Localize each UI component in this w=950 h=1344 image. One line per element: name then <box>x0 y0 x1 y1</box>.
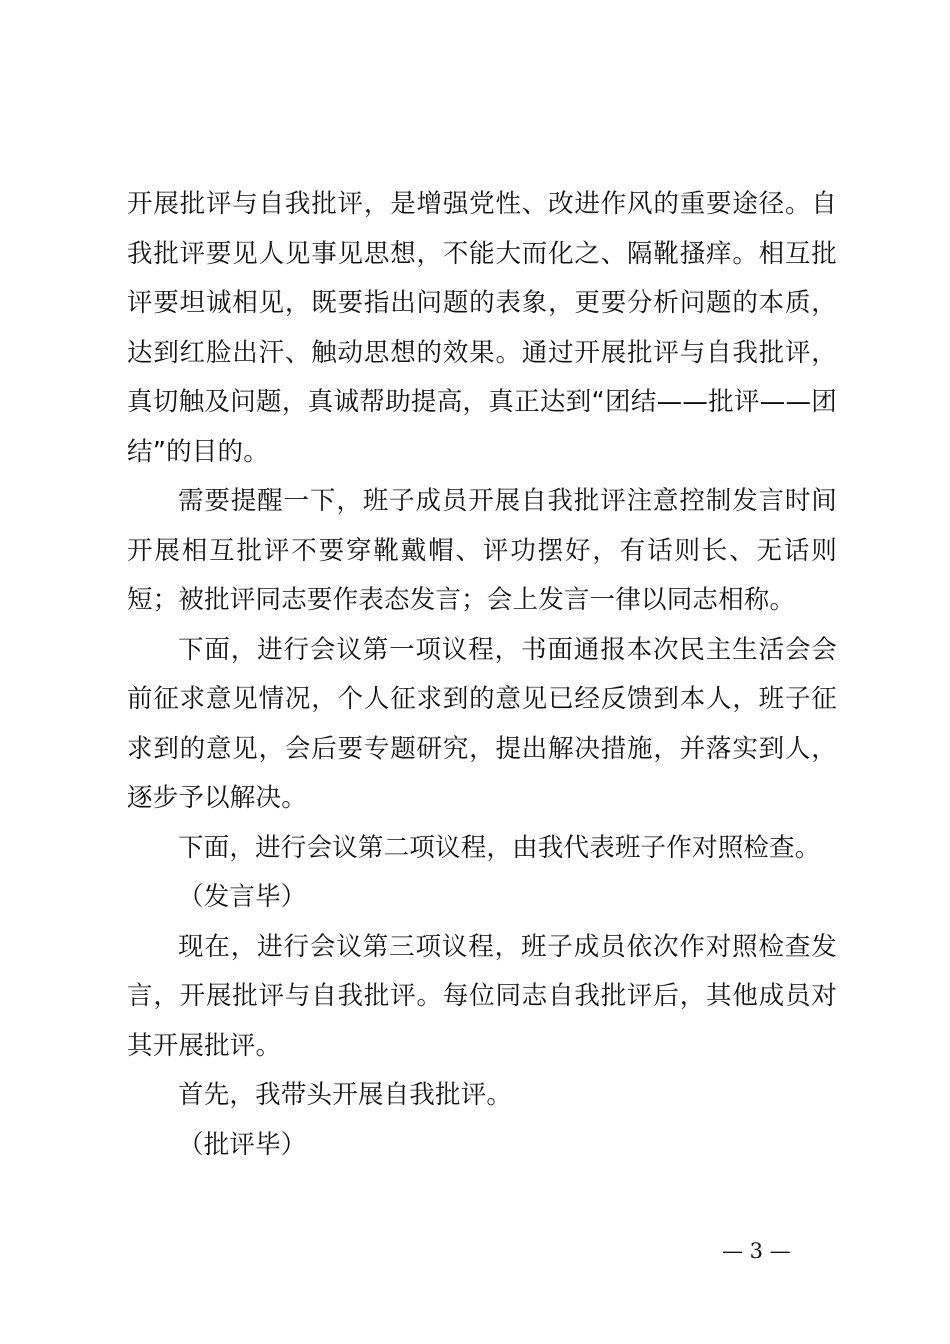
paragraph-criticism-purpose: 开展批评与自我批评，是增强党性、改进作风的重要途径。自我批评要见人见事见思想，不能大而化之、隔靴搔痒。相互批评要坦诚相见，既要指出问题的表象，更要分析问题的本质，达到红脸出汗、触动思想的效果。通过开展批评与自我批评，真切触及问题，真诚帮助提高，真正达到“团结——批评——团结”的目的。 <box>127 189 837 467</box>
document-body <box>127 180 837 1170</box>
paragraph-agenda-item-one: 下面，进行会议第一项议程，书面通报本次民主生活会会前征求意见情况，个人征求到的意见已经反馈到本人，班子征求到的意见，会后要专题研究，提出解决措施，并落实到人，逐步予以解决。 <box>127 634 837 813</box>
paragraph-reminder: 需要提醒一下，班子成员开展自我批评注意控制发言时间开展相互批评不要穿靴戴帽、评功摆好，有话则长、无话则短；被批评同志要作表态发言；会上发言一律以同志相称。 <box>127 486 837 615</box>
paragraph-agenda-item-two: 下面，进行会议第二项议程，由我代表班子作对照检查。 <box>178 832 821 863</box>
paragraph-agenda-item-three: 现在，进行会议第三项议程，班子成员依次作对照检查发言，开展批评与自我批评。每位同志自我批评后，其他成员对其开展批评。 <box>127 931 837 1061</box>
paragraph-speech-finished-note: （发言毕） <box>178 882 307 912</box>
paragraph-self-criticism-start: 首先，我带头开展自我批评。 <box>178 1080 513 1110</box>
page-number: — 3 — <box>722 1239 791 1263</box>
paragraph-criticism-finished-note: （批评毕） <box>178 1129 307 1160</box>
